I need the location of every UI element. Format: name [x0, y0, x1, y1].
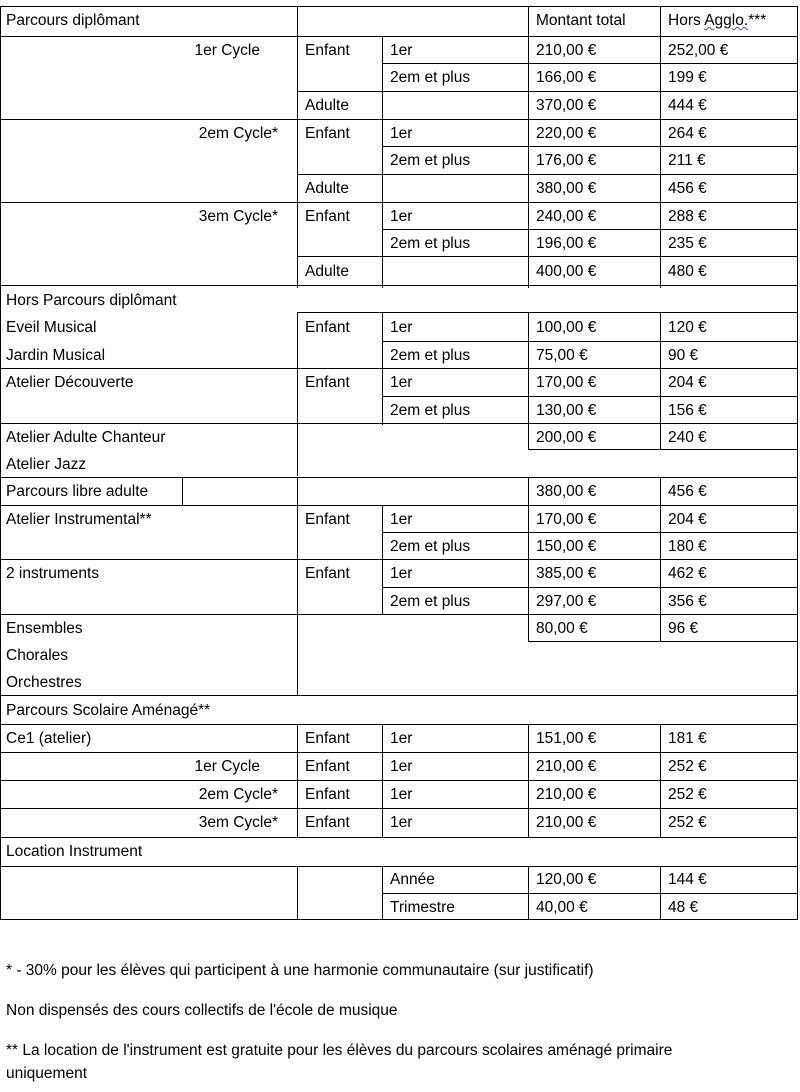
cell-who: Enfant	[305, 374, 350, 391]
cell-rank: 1er	[390, 565, 413, 582]
cell-total: 210,00 €	[536, 42, 597, 59]
row-label: Ce1 (atelier)	[6, 730, 92, 747]
cell-hors: 204 €	[668, 511, 707, 528]
cell-hors: 96 €	[668, 620, 699, 637]
cell-hors: 90 €	[668, 347, 699, 364]
cell-hors: 456 €	[668, 483, 707, 500]
cell-hors: 199 €	[668, 69, 707, 86]
cell-total: 75,00 €	[536, 347, 588, 364]
cell-total: 176,00 €	[536, 152, 597, 169]
cell-total: 210,00 €	[536, 786, 597, 803]
cell-hors: 288 €	[668, 208, 707, 225]
cell-hors: 204 €	[668, 374, 707, 391]
row-label: Atelier Découverte	[6, 374, 134, 391]
cell-total: 120,00 €	[536, 871, 597, 888]
cell-hors: 252 €	[668, 786, 707, 803]
cell-who: Enfant	[305, 730, 350, 747]
cell-period: Trimestre	[390, 899, 455, 916]
cell-hors: 144 €	[668, 871, 707, 888]
section-title-hors-parcours: Hors Parcours diplômant	[6, 292, 177, 309]
row-label: 1er Cycle	[194, 758, 260, 775]
cell-rank: 1er	[390, 125, 413, 142]
cell-period: Année	[390, 871, 435, 888]
cell-hors: 156 €	[668, 402, 707, 419]
cell-who: Enfant	[305, 125, 350, 142]
row-label: 3em Cycle*	[198, 814, 278, 831]
cell-rank: 2em et plus	[390, 152, 471, 169]
cell-total: 40,00 €	[536, 899, 588, 916]
row-label: Parcours libre adulte	[6, 483, 149, 500]
cell-rank: 1er	[390, 374, 413, 391]
cell-total: 240,00 €	[536, 208, 597, 225]
cell-hors: 120 €	[668, 319, 707, 336]
cell-who: Adulte	[305, 263, 349, 280]
column-header-hors: Hors Agglo.***	[668, 12, 767, 29]
cell-rank: 2em et plus	[390, 538, 471, 555]
row-label: 2 instruments	[6, 565, 100, 582]
cell-total: 297,00 €	[536, 593, 597, 610]
cell-rank: 1er	[390, 511, 413, 528]
cell-who: Enfant	[305, 511, 350, 528]
cell-hors: 356 €	[668, 593, 707, 610]
cell-who: Enfant	[305, 208, 350, 225]
cell-rank: 1er	[390, 730, 413, 747]
cell-rank: 1er	[390, 42, 413, 59]
row-label: Ensembles	[6, 620, 83, 637]
cell-who: Enfant	[305, 758, 350, 775]
cell-total: 380,00 €	[536, 180, 597, 197]
row-label: Eveil Musical	[6, 319, 97, 336]
section-title-location: Location Instrument	[6, 843, 143, 860]
cell-total: 151,00 €	[536, 730, 597, 747]
cycle-label: 3em Cycle*	[198, 208, 278, 225]
row-label: Chorales	[6, 647, 69, 664]
cell-who: Enfant	[305, 814, 350, 831]
cell-total: 380,00 €	[536, 483, 597, 500]
cell-rank: 1er	[390, 208, 413, 225]
cell-hors: 444 €	[668, 97, 707, 114]
footnote-2: Non dispensés des cours collectifs de l'école de musique	[6, 1002, 398, 1019]
cell-rank: 2em et plus	[390, 593, 471, 610]
cell-total: 210,00 €	[536, 758, 597, 775]
cell-total: 170,00 €	[536, 511, 597, 528]
cell-hors: 240 €	[668, 429, 707, 446]
cell-rank: 1er	[390, 758, 413, 775]
cell-total: 100,00 €	[536, 319, 597, 336]
cell-rank: 2em et plus	[390, 347, 471, 364]
cell-who: Enfant	[305, 319, 350, 336]
cycle-label: 2em Cycle*	[198, 125, 278, 142]
cell-rank: 2em et plus	[390, 402, 471, 419]
cell-hors: 480 €	[668, 263, 707, 280]
cell-rank: 1er	[390, 814, 413, 831]
cell-total: 196,00 €	[536, 235, 597, 252]
cell-who: Adulte	[305, 180, 349, 197]
cell-total: 170,00 €	[536, 374, 597, 391]
footnote-3-cont: uniquement	[6, 1065, 88, 1082]
row-label: Atelier Instrumental**	[6, 511, 152, 528]
cell-hors: 235 €	[668, 235, 707, 252]
cell-hors: 456 €	[668, 180, 707, 197]
row-label: Jardin Musical	[6, 347, 106, 364]
section-title-scolaire: Parcours Scolaire Aménagé**	[6, 702, 211, 719]
column-header-total: Montant total	[536, 12, 626, 29]
cell-hors: 252 €	[668, 814, 707, 831]
cell-total: 370,00 €	[536, 97, 597, 114]
cell-total: 220,00 €	[536, 125, 597, 142]
cell-who: Enfant	[305, 786, 350, 803]
cell-rank: 2em et plus	[390, 69, 471, 86]
cell-hors: 211 €	[668, 152, 706, 169]
cell-total: 130,00 €	[536, 402, 597, 419]
row-label: 2em Cycle*	[198, 786, 278, 803]
cell-hors: 252,00 €	[668, 42, 729, 59]
cell-total: 200,00 €	[536, 429, 597, 446]
cell-rank: 1er	[390, 786, 413, 803]
row-label: Atelier Jazz	[6, 456, 87, 473]
cell-rank: 2em et plus	[390, 235, 471, 252]
cell-who: Enfant	[305, 42, 350, 59]
cell-rank: 1er	[390, 319, 413, 336]
section-title-diplomant: Parcours diplômant	[6, 12, 140, 29]
cell-total: 400,00 €	[536, 263, 597, 280]
cycle-label: 1er Cycle	[194, 42, 260, 59]
cell-hors: 462 €	[668, 565, 707, 582]
cell-total: 385,00 €	[536, 565, 597, 582]
cell-who: Enfant	[305, 565, 350, 582]
cell-total: 80,00 €	[536, 620, 588, 637]
cell-hors: 48 €	[668, 899, 699, 916]
cell-total: 150,00 €	[536, 538, 597, 555]
cell-who: Adulte	[305, 97, 349, 114]
row-label: Atelier Adulte Chanteur	[6, 429, 166, 446]
cell-total: 210,00 €	[536, 814, 597, 831]
row-label: Orchestres	[6, 674, 82, 691]
footnote-3: ** La location de l'instrument est gratuite pour les élèves du parcours scolaires aménagé primaire	[6, 1042, 673, 1059]
cell-hors: 181 €	[668, 730, 707, 747]
cell-hors: 180 €	[668, 538, 707, 555]
cell-total: 166,00 €	[536, 69, 597, 86]
cell-hors: 252 €	[668, 758, 707, 775]
cell-hors: 264 €	[668, 125, 707, 142]
footnote-1: * - 30% pour les élèves qui participent à une harmonie communautaire (sur justificatif)	[6, 962, 594, 979]
